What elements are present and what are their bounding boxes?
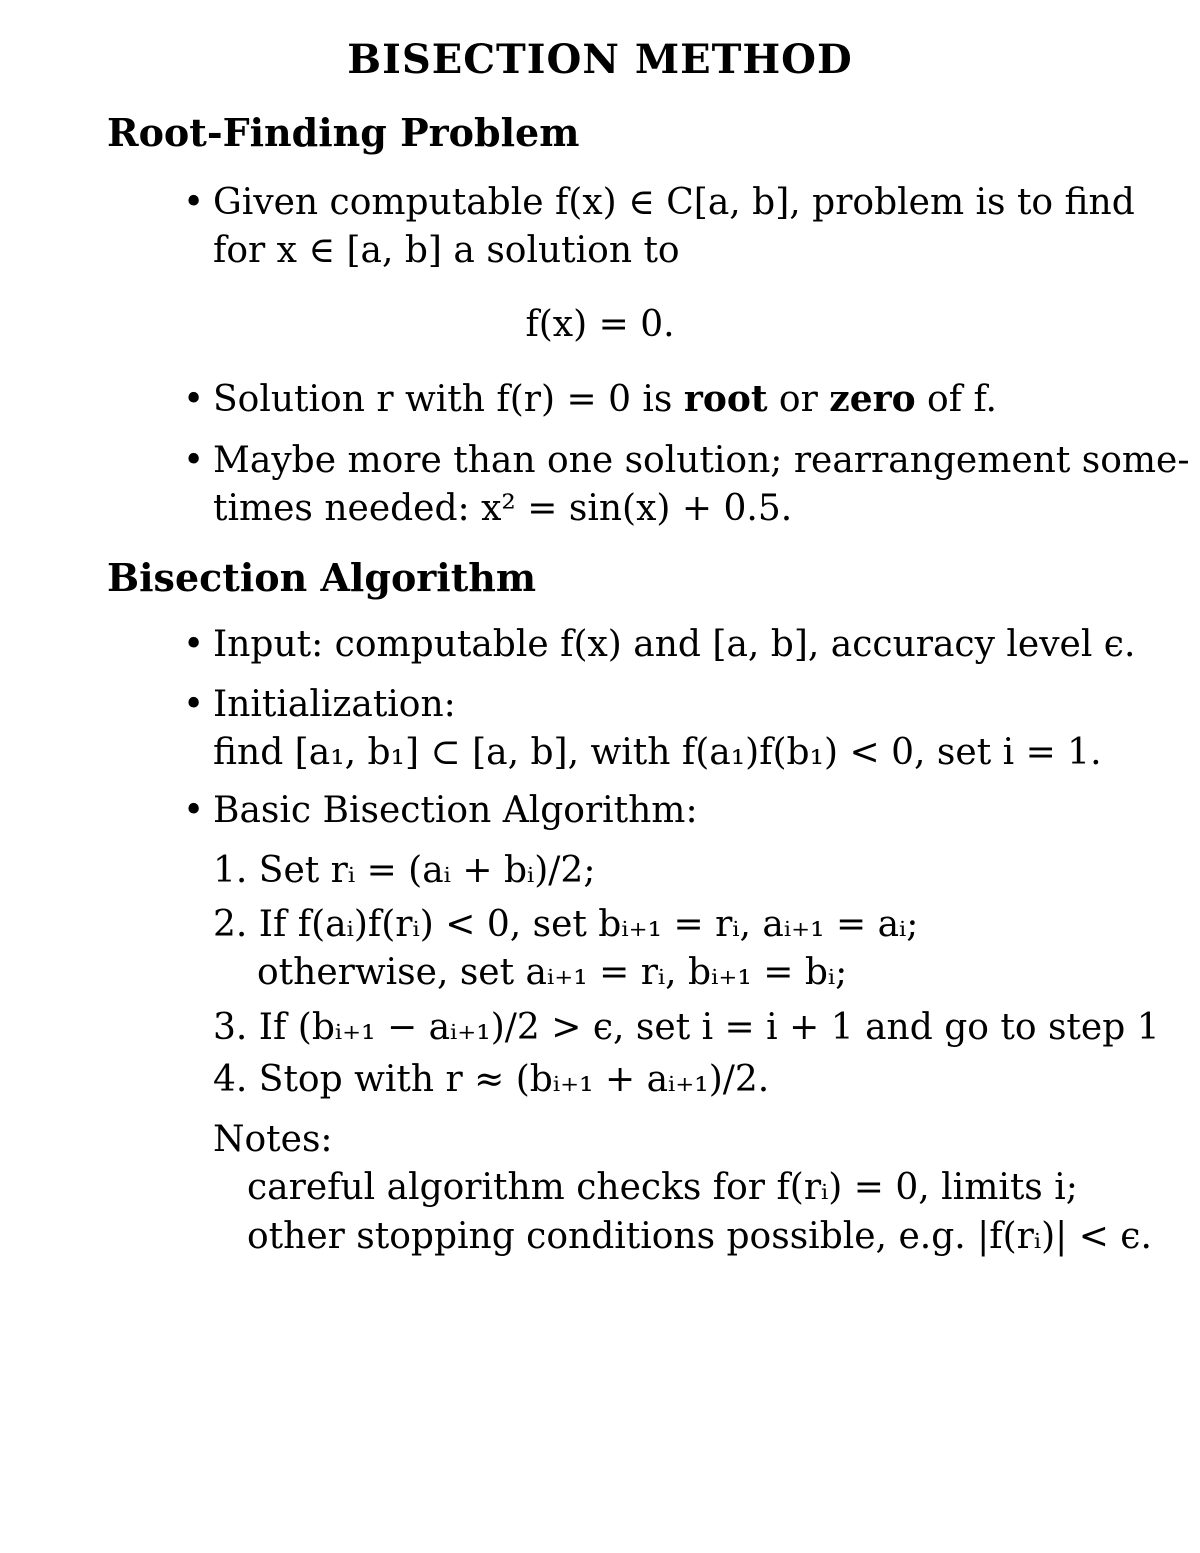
bullet-icon: • xyxy=(183,182,205,223)
bullet-text: of f. xyxy=(915,379,997,420)
note-careful-algorithm: careful algorithm checks for f(rᵢ) = 0, limits i; xyxy=(247,1167,1078,1208)
section-heading-root-finding: Root-Finding Problem xyxy=(107,110,580,155)
bullet-text: Input: computable f(x) and [a, b], accuracy level ϵ. xyxy=(213,624,1136,665)
bullet-icon: • xyxy=(183,790,205,831)
bullet-maybe-continuation: times needed: x² = sin(x) + 0.5. xyxy=(213,488,793,529)
bullet-basic-algorithm xyxy=(183,789,698,832)
note-stopping-conditions: other stopping conditions possible, e.g. |f(rᵢ)| < ϵ. xyxy=(247,1216,1152,1257)
page-title: BISECTION METHOD xyxy=(347,36,853,83)
term-root: root xyxy=(683,378,768,420)
bullet-given-continuation: for x ∈ [a, b] a solution to xyxy=(213,230,680,271)
bullet-icon: • xyxy=(183,684,205,725)
initialization-detail: find [a₁, b₁] ⊂ [a, b], with f(a₁)f(b₁) < 0, set i = 1. xyxy=(213,732,1102,773)
term-zero: zero xyxy=(829,378,916,420)
bullet-maybe-more xyxy=(183,439,1190,482)
bullet-input xyxy=(183,623,1135,666)
bullet-icon: • xyxy=(183,440,205,481)
algorithm-step-2: 2. If f(aᵢ)f(rᵢ) < 0, set bᵢ₊₁ = rᵢ, aᵢ₊₁ = aᵢ; xyxy=(213,904,919,945)
bullet-initialization xyxy=(183,683,456,726)
bullet-icon: • xyxy=(183,379,205,420)
bullet-solution-root xyxy=(183,378,997,421)
bullet-text: Solution r with f(r) = 0 is xyxy=(213,379,684,420)
bullet-given-computable xyxy=(183,181,1135,224)
algorithm-step-1: 1. Set rᵢ = (aᵢ + bᵢ)/2; xyxy=(213,850,596,891)
bullet-text: Initialization: xyxy=(213,684,456,725)
bullet-text: Basic Bisection Algorithm: xyxy=(213,790,698,831)
bullet-text: or xyxy=(767,379,830,420)
bullet-text: Given computable f(x) ∈ C[a, b], problem is to find xyxy=(213,182,1135,223)
bullet-icon: • xyxy=(183,624,205,665)
display-equation: f(x) = 0. xyxy=(525,304,675,345)
algorithm-step-3: 3. If (bᵢ₊₁ − aᵢ₊₁)/2 > ϵ, set i = i + 1 and go to step 1 xyxy=(213,1007,1160,1048)
notes-label: Notes: xyxy=(213,1119,333,1160)
algorithm-step-2-otherwise: otherwise, set aᵢ₊₁ = rᵢ, bᵢ₊₁ = bᵢ; xyxy=(257,952,848,993)
algorithm-step-4: 4. Stop with r ≈ (bᵢ₊₁ + aᵢ₊₁)/2. xyxy=(213,1059,770,1100)
section-heading-bisection-algorithm: Bisection Algorithm xyxy=(107,555,537,600)
bullet-text: Maybe more than one solution; rearrangement some- xyxy=(213,440,1190,481)
